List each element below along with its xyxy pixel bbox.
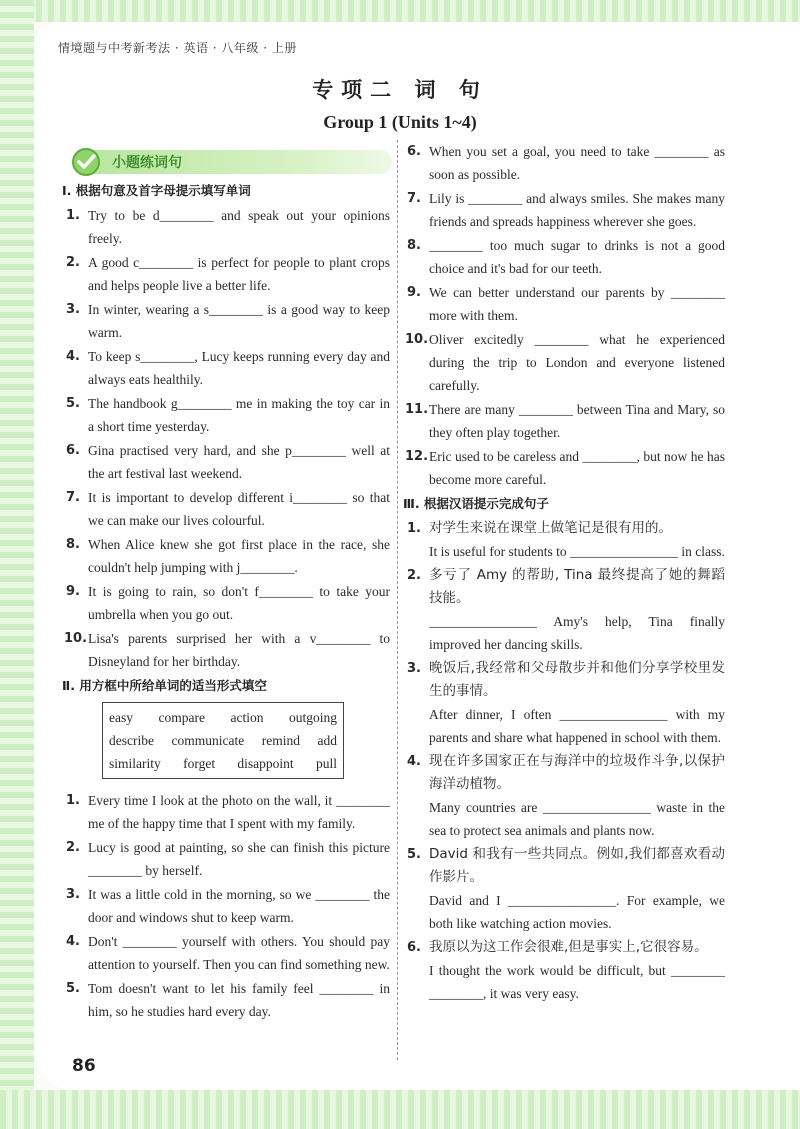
question-item: 8. When Alice knew she got first place in the race, she couldn't help jumping with j________. (66, 537, 390, 575)
page-title: 专项二 词 句 (312, 78, 488, 102)
book-header: 情境题与中考新考法 · 英语 · 八年级 · 上册 (58, 41, 297, 55)
question-item: 6. When you set a goal, you need to take ________ as soon as possible. (407, 144, 725, 182)
left-column (62, 140, 390, 1024)
question-item: 7. Lily is ________ and always smiles. She makes many friends and spreads happiness wherever she goes. (407, 191, 725, 229)
word-bank-row: easy compare action outgoing (109, 710, 337, 725)
question-item: 11. There are many ________ between Tina and Mary, so they often play together. (405, 402, 725, 440)
translation-item: 5. David 和我有一些共同点。例如,我们都喜欢看动作影片。 David and I ________________. For example, we both like watching action movies. (407, 846, 725, 931)
page-border-top (0, 0, 800, 22)
question-item: 7. It is important to develop different i________ so that we can make our lives colourful. (66, 490, 390, 528)
question-item: 1. Every time I look at the photo on the wall, it ________ me of the happy time that I spent with my family. (66, 793, 390, 831)
question-item: 5. Tom doesn't want to let his family feel ________ in him, so he studies hard every day. (66, 981, 390, 1019)
section-1-heading: Ⅰ. 根据句意及首字母提示填写单词 (62, 183, 251, 198)
question-item: 10. Lisa's parents surprised her with a v________ to Disneyland for her birthday. (64, 631, 390, 669)
page-border-bottom (0, 1090, 800, 1129)
section-2-heading: Ⅱ. 用方框中所给单词的适当形式填空 (62, 678, 267, 693)
question-item: 12. Eric used to be careless and ________, but now he has become more careful. (405, 449, 725, 487)
question-item: 4. Don't ________ yourself with others. You should pay attention to yourself. Then you can find something new. (66, 934, 390, 972)
question-item: 2. Lucy is good at painting, so she can finish this picture ________ by herself. (66, 840, 390, 878)
word-bank-row: describe communicate remind add (109, 733, 337, 748)
checkmark-badge-icon (70, 146, 102, 178)
column-divider (397, 140, 398, 1060)
banner-label: 小题练词句 (112, 155, 182, 171)
question-item: 1. Try to be d________ and speak out your opinions freely. (66, 208, 390, 246)
word-bank-box (102, 702, 344, 779)
question-item: 2. A good c________ is perfect for people to plant crops and helps people live a better life. (66, 255, 390, 293)
page-number: 86 (72, 1056, 96, 1076)
question-item: 8. ________ too much sugar to drinks is not a good choice and it's bad for our teeth. (407, 238, 725, 276)
question-item: 5. The handbook g________ me in making the toy car in a short time yesterday. (66, 396, 390, 434)
translation-item: 4. 现在许多国家正在与海洋中的垃圾作斗争,以保护海洋动植物。 Many countries are ________________ waste in the sea to protect sea animals and plants now. (407, 753, 725, 838)
translation-item: 6. 我原以为这工作会很难,但是事实上,它很容易。 I thought the work would be difficult, but ________ ________, it was very easy. (407, 939, 725, 1001)
question-item: 4. To keep s________, Lucy keeps running every day and always eats healthily. (66, 349, 390, 387)
right-column (403, 140, 725, 1006)
section-banner (62, 146, 390, 178)
group-subtitle: Group 1 (Units 1~4) (323, 112, 477, 132)
translation-item: 2. 多亏了 Amy 的帮助, Tina 最终提高了她的舞蹈技能。 ________________ Amy's help, Tina finally improved her dancing skills. (407, 567, 725, 652)
word-bank-row: similarity forget disappoint pull (109, 756, 337, 771)
page-border-left (0, 0, 34, 1129)
question-item: 9. It is going to rain, so don't f________ to take your umbrella when you go out. (66, 584, 390, 622)
translation-item: 1. 对学生来说在课堂上做笔记是很有用的。 It is useful for students to ________________ in class. (407, 520, 725, 559)
question-item: 3. It was a little cold in the morning, so we ________ the door and windows shut to keep warm. (66, 887, 390, 925)
question-item: 6. Gina practised very hard, and she p________ well at the art festival last weekend. (66, 443, 390, 481)
translation-item: 3. 晚饭后,我经常和父母散步并和他们分享学校里发生的事情。 After dinner, I often ________________ with my parents and share what happened in school with them. (407, 660, 725, 745)
section-3-heading: Ⅲ. 根据汉语提示完成句子 (403, 496, 549, 511)
question-item: 10. Oliver excitedly ________ what he experienced during the trip to London and everyone listened carefully. (405, 332, 725, 393)
question-item: 9. We can better understand our parents by ________ more with them. (407, 285, 725, 323)
question-item: 3. In winter, wearing a s________ is a good way to keep warm. (66, 302, 390, 340)
